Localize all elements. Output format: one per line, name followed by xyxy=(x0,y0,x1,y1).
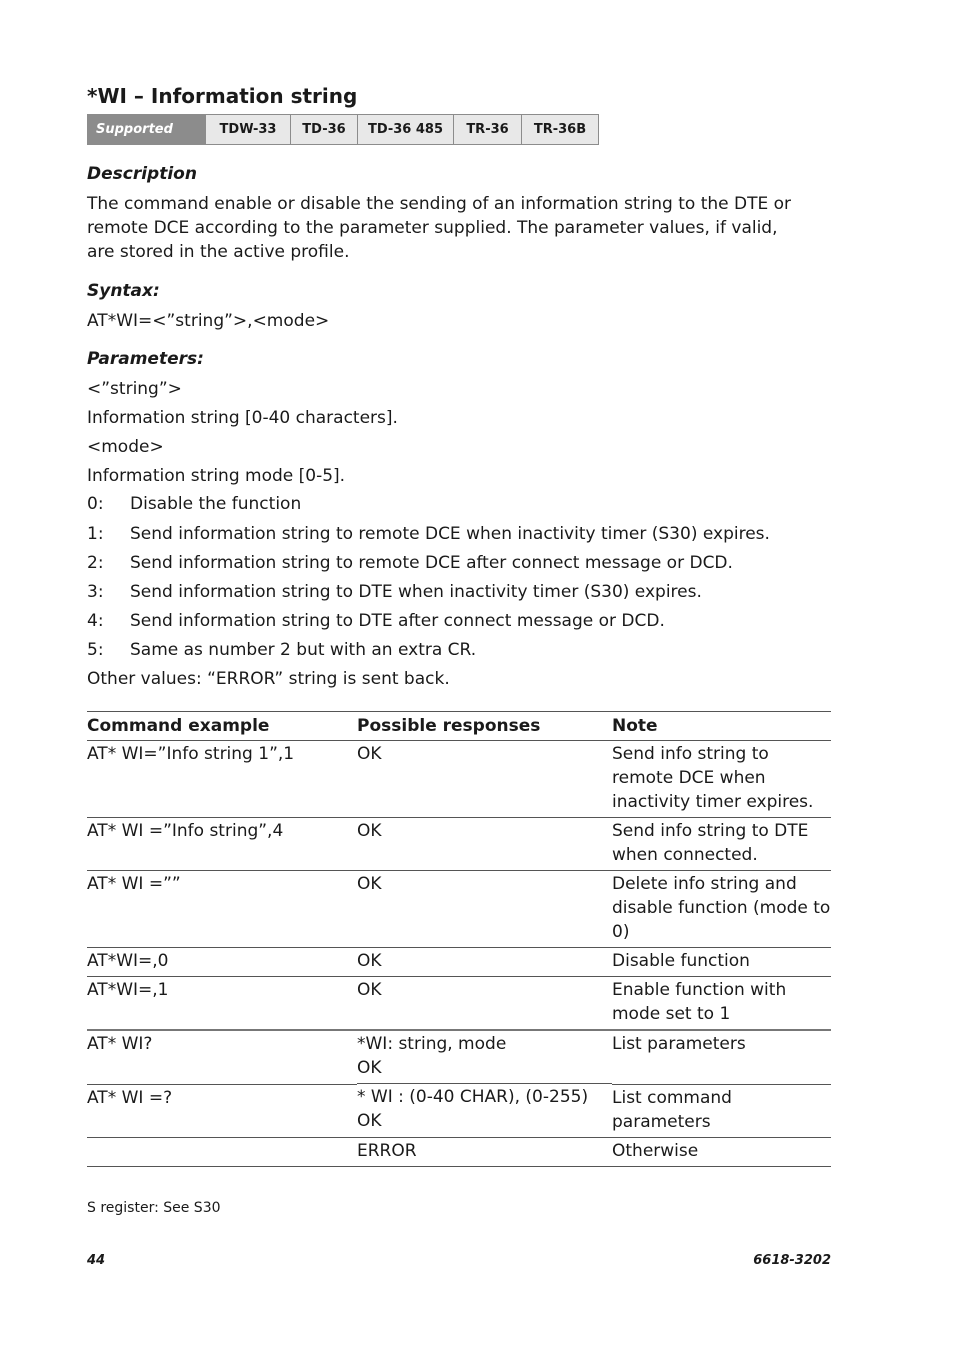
other-values-text: Other values: “ERROR” string is sent back. xyxy=(87,669,450,689)
supported-by-bar xyxy=(87,114,599,166)
mode-item xyxy=(87,494,301,514)
mode-item xyxy=(87,640,476,660)
table-header: Command example xyxy=(87,712,357,741)
table-row xyxy=(87,741,831,818)
mode-item xyxy=(87,611,665,631)
table-cell: AT* WI=”Info string 1”,1 xyxy=(87,741,357,818)
param-string-desc: Information string [0-40 characters]. xyxy=(87,408,398,428)
table-cell: OK xyxy=(357,977,612,1031)
mode-text: Send information string to DTE after connect message or DCD. xyxy=(130,611,665,631)
table-cell xyxy=(87,1137,357,1166)
table-row xyxy=(87,1030,831,1084)
table-cell: OK xyxy=(357,818,612,871)
table-cell: AT* WI =? xyxy=(87,1084,357,1137)
table-cell: OK xyxy=(357,741,612,818)
command-table xyxy=(87,711,831,1167)
table-cell: AT* WI? xyxy=(87,1030,357,1084)
table-row xyxy=(87,871,831,948)
s-register-note: S register: See S30 xyxy=(87,1200,221,1216)
syntax-heading: Syntax: xyxy=(87,281,160,301)
mode-text: Same as number 2 but with an extra CR. xyxy=(130,640,477,660)
table-row xyxy=(87,818,831,871)
param-mode-desc: Information string mode [0-5]. xyxy=(87,466,346,486)
table-cell: AT* WI =”Info string”,4 xyxy=(87,818,357,871)
mode-item xyxy=(87,524,770,544)
supported-item: TR-36 xyxy=(453,115,521,144)
param-string-name: <”string”> xyxy=(87,379,182,399)
table-cell: List parameters xyxy=(612,1030,831,1084)
table-header: Note xyxy=(612,712,831,741)
table-row xyxy=(87,1137,831,1166)
mode-number: 1: xyxy=(87,524,104,544)
param-mode-name: <mode> xyxy=(87,437,164,457)
table-row xyxy=(87,1084,831,1137)
mode-number: 5: xyxy=(87,640,104,660)
supported-item: TR-36B xyxy=(521,115,598,144)
table-row xyxy=(87,948,831,977)
supported-item: TDW-33 xyxy=(205,115,290,144)
mode-text: Send information string to DTE when inactivity timer (S30) expires. xyxy=(130,582,702,602)
table-cell: List command parameters xyxy=(612,1084,831,1137)
table-cell: Delete info string and disable function (mode to 0) xyxy=(612,871,831,948)
table-cell: Otherwise xyxy=(612,1137,831,1166)
mode-number: 3: xyxy=(87,582,104,602)
section-title: *WI – Information string xyxy=(87,84,358,108)
table-cell: * WI : (0-40 CHAR), (0-255) OK xyxy=(357,1084,612,1137)
mode-text: Disable the function xyxy=(130,494,302,514)
mode-item xyxy=(87,582,702,602)
mode-number: 2: xyxy=(87,553,104,573)
mode-number: 0: xyxy=(87,494,104,514)
mode-text: Send information string to remote DCE when inactivity timer (S30) expires. xyxy=(130,524,770,544)
supported-by-label: Supported by: xyxy=(88,115,205,144)
description-heading: Description xyxy=(87,164,197,184)
table-cell: OK xyxy=(357,871,612,948)
table-cell: Disable function xyxy=(612,948,831,977)
table-cell: ERROR xyxy=(357,1137,612,1166)
table-cell: *WI: string, mode OK xyxy=(357,1031,612,1084)
table-header: Possible responses xyxy=(357,712,612,741)
table-header-row xyxy=(87,712,831,741)
mode-number: 4: xyxy=(87,611,104,631)
mode-item xyxy=(87,553,733,573)
table-cell: AT* WI =”” xyxy=(87,871,357,948)
mode-text: Send information string to remote DCE after connect message or DCD. xyxy=(130,553,733,573)
supported-item: TD-36 xyxy=(290,115,357,144)
table-cell: Send info string to DTE when connected. xyxy=(612,818,831,871)
parameters-heading: Parameters: xyxy=(87,349,204,369)
table-row xyxy=(87,977,831,1031)
table-cell: OK xyxy=(357,948,612,977)
table-cell: AT*WI=,1 xyxy=(87,977,357,1031)
document-number: 6618-3202 xyxy=(753,1253,831,1268)
table-cell: Enable function with mode set to 1 xyxy=(612,977,831,1031)
syntax-text: AT*WI=<”string”>,<mode> xyxy=(87,311,330,331)
table-cell: Send info string to remote DCE when inactivity timer expires. xyxy=(612,741,831,818)
page-number: 44 xyxy=(87,1253,106,1268)
description-text: The command enable or disable the sending of an information string to the DTE or remote DCE according to the parameter supplied. The parameter values, if valid, are stored in the active profile. xyxy=(87,194,792,262)
table-cell: AT*WI=,0 xyxy=(87,948,357,977)
supported-item: TD-36 485 xyxy=(357,115,453,144)
